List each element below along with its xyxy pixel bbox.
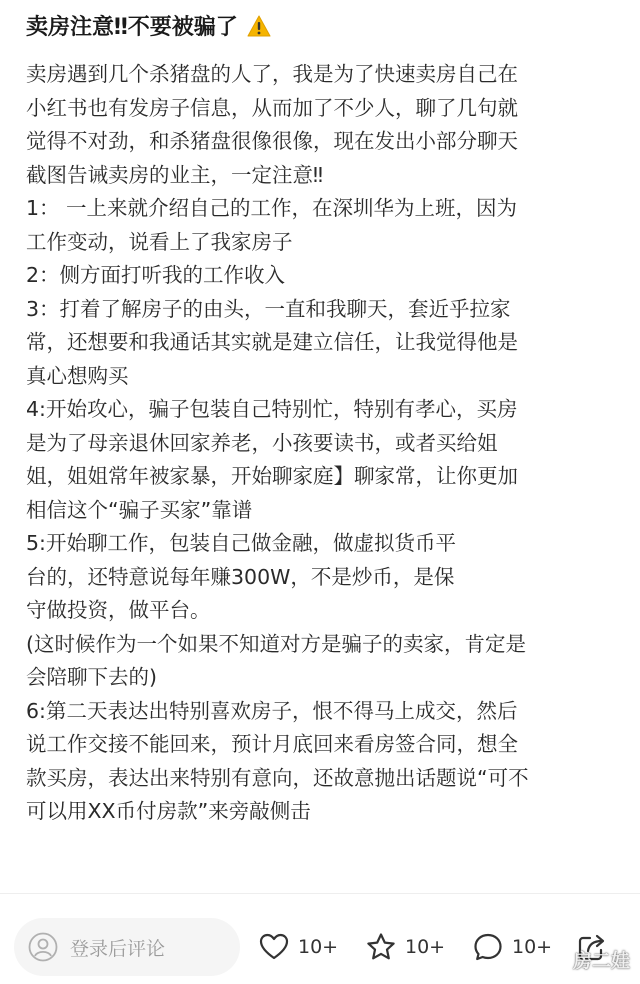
- post-body-line: 可以用XX币付房款”来旁敲侧击: [26, 799, 311, 823]
- post-body-line: 姐，姐姐常年被家暴，开始聊家庭】聊家常，让你更加: [26, 464, 518, 488]
- post-body-line: 1： 一上来就介绍自己的工作，在深圳华为上班，因为: [26, 196, 518, 220]
- post-body-line: 台的，还特意说每年赚300W，不是炒币，是保: [26, 564, 455, 589]
- heart-icon: [258, 931, 290, 963]
- post-body-line: 5:开始聊工作，包装自己做金融，做虚拟货币平: [26, 531, 456, 555]
- collect-count: 10+: [405, 936, 446, 958]
- post-body-line: (这时候作为一个如果不知道对方是骗子的卖家，肯定是: [26, 631, 526, 656]
- post-body-line: 相信这个“骗子买家”靠谱: [26, 497, 253, 522]
- star-icon: [365, 931, 397, 963]
- post-body-line: 守做投资，做平台。: [26, 598, 211, 622]
- post-body-line: 真心想购买: [26, 363, 129, 388]
- post-body-line: 2：侧方面打听我的工作收入: [26, 263, 286, 287]
- comment-bubble-icon: [472, 931, 504, 963]
- comment-button[interactable]: [472, 930, 552, 964]
- post-body-line: 说工作交接不能回来，预计月底回来看房签合同，想全: [26, 732, 518, 756]
- warning-icon: [247, 15, 271, 47]
- post-title-text: 卖房注意‼不要被骗了: [26, 15, 238, 40]
- post-body-line: 3：打着了解房子的由头，一直和我聊天，套近乎拉家: [26, 296, 511, 321]
- collect-button[interactable]: [365, 930, 445, 964]
- comment-input[interactable]: [14, 918, 240, 976]
- post-body: [26, 58, 626, 829]
- post-body-line: 工作变动，说看上了我家房子: [26, 229, 293, 254]
- post-body-line: 常，还想要和我通话其实就是建立信任，让我觉得他是: [26, 330, 518, 354]
- post-body-line: 截图告诫卖房的业主，一定注意‼: [26, 162, 323, 187]
- like-button[interactable]: [258, 930, 338, 964]
- post-body-line: 小红书也有发房子信息，从而加了不少人，聊了几句就: [26, 95, 518, 120]
- comment-count: 10+: [512, 936, 553, 958]
- watermark: 房二娃: [572, 950, 630, 972]
- post-body-line: 4:开始攻心，骗子包装自己特别忙，特别有孝心，买房: [26, 397, 518, 421]
- post-body-line: 卖房遇到几个杀猪盘的人了，我是为了快速卖房自己在: [26, 62, 518, 86]
- post-body-line: 6:第二天表达出特别喜欢房子，恨不得马上成交，然后: [26, 698, 518, 723]
- like-count: 10+: [298, 936, 339, 958]
- user-avatar-icon: [28, 932, 58, 962]
- post-body-line: 会陪聊下去的): [26, 665, 157, 689]
- post-body-line: 是为了母亲退休回家养老，小孩要读书，或者买给姐: [26, 430, 498, 455]
- post-title: [26, 12, 626, 47]
- post-body-line: 款买房，表达出来特别有意向，还故意抛出话题说“可不: [26, 765, 529, 790]
- comment-placeholder: 登录后评论: [70, 937, 166, 960]
- post-body-line: 觉得不对劲，和杀猪盘很像很像，现在发出小部分聊天: [26, 129, 518, 153]
- bottom-action-bar: [0, 894, 640, 984]
